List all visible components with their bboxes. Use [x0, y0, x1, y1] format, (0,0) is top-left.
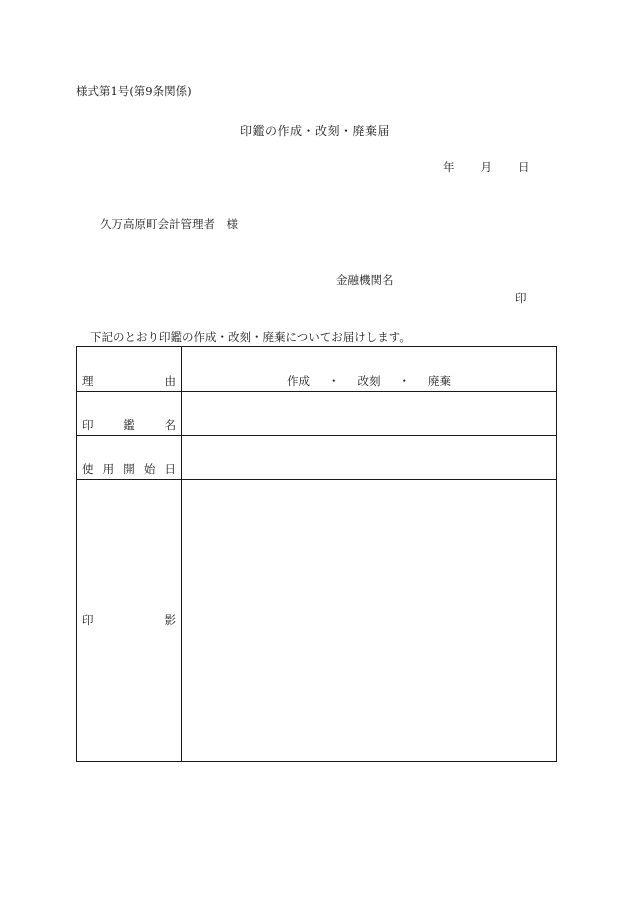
table-row-reason — [77, 347, 557, 392]
start-date-field[interactable] — [182, 436, 557, 480]
seal-name-field[interactable] — [182, 392, 557, 436]
seal-impression-field[interactable] — [182, 480, 557, 762]
addressee: 久万高原町会計管理者 様 — [100, 217, 238, 231]
start-date-label: 使 用 開 始 日 — [77, 436, 182, 480]
bank-name-label: 金融機関名 — [336, 273, 394, 287]
intro-text: 下記のとおり印鑑の作成・改刻・廃棄についてお届けします。 — [90, 330, 411, 344]
reason-options[interactable]: 作成 ・ 改刻 ・ 廃棄 — [182, 347, 557, 392]
form-number: 様式第1号(第9条関係) — [76, 84, 192, 98]
table-row-seal-name — [77, 392, 557, 436]
reason-label: 理 由 — [77, 347, 182, 392]
date-day: 日 — [518, 160, 530, 174]
table-row-seal-impression — [77, 480, 557, 762]
document-title: 印鑑の作成・改刻・廃棄届 — [239, 124, 390, 138]
seal-name-label: 印 鑑 名 — [77, 392, 182, 436]
date-line — [443, 162, 530, 174]
notification-table — [76, 346, 557, 762]
seal-mark: 印 — [515, 291, 527, 305]
date-month: 月 — [480, 160, 492, 174]
option-dispose[interactable]: 廃棄 — [428, 373, 451, 388]
table-row-start-date — [77, 436, 557, 480]
seal-impression-label: 印 影 — [77, 480, 182, 762]
option-create[interactable]: 作成 — [287, 373, 310, 388]
date-year: 年 — [443, 160, 455, 174]
option-recarve[interactable]: 改刻 — [357, 373, 381, 388]
